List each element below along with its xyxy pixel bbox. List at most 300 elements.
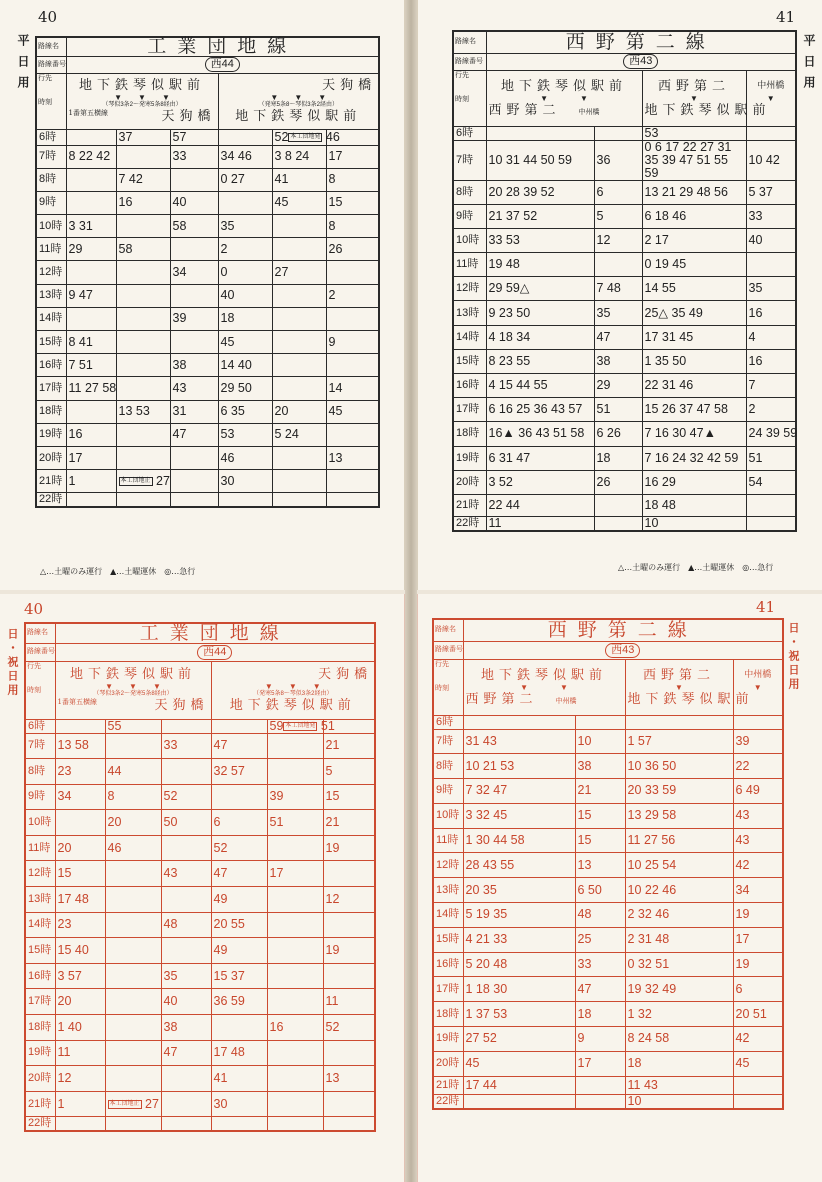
route-number-label: 路線番号 [25,643,55,661]
departure-cell [218,191,272,214]
departure-cell: 48 [161,912,211,938]
hour-cell: 22時 [433,1094,463,1109]
departure-cell: 17 44 [463,1076,575,1094]
table-row [36,470,379,493]
departure-cell [272,284,326,307]
departure-cell [746,516,796,531]
departure-cell: 29 50 [218,377,272,400]
departure-cell: 10 42 [746,140,796,180]
header-dir-1: 地下鉄琴似駅前 ▼ ▼ ▼ （琴似3条2～発寒5条8経由） 1番第五横線 天狗橋 [55,661,211,719]
table-row [433,754,783,779]
departure-cell [116,307,170,330]
departure-cell: 1 35 50 [642,349,746,373]
departure-cell [746,126,796,140]
book-gutter [405,0,417,1182]
hour-cell: 16時 [36,354,66,377]
departure-cell: 0 27 [218,168,272,191]
departure-cell: 23 [55,759,105,785]
departure-cell: 15 [575,803,625,828]
departure-cell: 25 [575,927,625,952]
departure-cell: 8 [326,168,379,191]
header-from-1: 地下鉄琴似駅前 ▼ ▼ 西野第二 中州橋 [463,659,625,715]
page-label: 平日用 [802,34,816,97]
special-note: 本工団地発 [285,722,316,729]
departure-cell [733,715,783,729]
departure-cell: 8 24 58 [625,1027,733,1052]
departure-cell [66,307,116,330]
departure-cell [116,145,170,168]
departure-cell [161,938,211,964]
special-note: 本工団地止 [120,477,151,484]
departure-cell: 43 [170,377,218,400]
departure-cell [170,284,218,307]
legend: △…土曜のみ運行 ▲…土曜運休 ◎…急行 [618,563,774,572]
departure-cell: 21 [323,733,375,759]
departure-cell: 18 48 [642,494,746,516]
route-code-badge: 西44 [197,645,232,660]
departure-cell: 33 [575,952,625,977]
hour-cell: 21時 [25,1091,55,1117]
table-row [25,938,375,964]
departure-cell: 2 31 48 [625,927,733,952]
header-from-3: 中州橋 ▼ [733,659,783,715]
special-note: 本工団地発 [290,133,321,140]
departure-cell: 3 52 [486,470,594,494]
departure-cell: 10 [625,1094,733,1109]
departure-cell: 51 [594,398,642,422]
departure-cell: 52 [161,784,211,810]
departure-cell: 35 [218,215,272,238]
page-label: 平日用 [16,34,30,97]
departure-cell: 5 [594,204,642,228]
departure-cell [218,129,272,145]
departure-cell: 18 [575,1002,625,1027]
departure-cell: 22 31 46 [642,374,746,398]
departure-cell: 1 [55,1091,105,1117]
departure-cell: 9 23 50 [486,301,594,325]
table-row [36,129,379,145]
page-number: 40 [24,600,44,618]
departure-cell [116,354,170,377]
departure-cell: 43 [733,828,783,853]
table-row [433,878,783,903]
departure-cell [272,331,326,354]
departure-cell: 45 [272,191,326,214]
table-row [453,204,796,228]
departure-cell [594,494,642,516]
departure-cell: 0 [218,261,272,284]
departure-cell: 49 [211,887,267,913]
departure-cell: 29 [594,374,642,398]
departure-cell: 10 25 54 [625,853,733,878]
time-label: 時刻 [27,686,41,694]
hour-cell: 18時 [36,400,66,423]
departure-cell [116,423,170,446]
hour-cell: 7時 [433,729,463,754]
route-number-label: 路線番号 [433,641,463,659]
header-dir-2: 天狗橋 ▼ ▼ ▼ （発寒5条8～琴似3条2経由） 地下鉄琴似駅前 [211,661,375,719]
departure-cell: 1 37 53 [463,1002,575,1027]
departure-cell: 6 31 47 [486,446,594,470]
departure-cell [116,284,170,307]
departure-cell [267,989,323,1015]
hour-cell: 22時 [453,516,486,531]
departure-cell: 54 [746,470,796,494]
departure-cell: 0 32 51 [625,952,733,977]
departure-cell: 31 43 [463,729,575,754]
departure-cell: 17 [326,145,379,168]
departure-cell: 9 [575,1027,625,1052]
table-row [453,446,796,470]
departure-cell [267,938,323,964]
timetable [432,618,784,1110]
departure-cell [594,516,642,531]
departure-cell: 7 42 [116,168,170,191]
departure-cell: 9 [326,331,379,354]
departure-cell: 0 6 17 22 27 31 35 39 47 51 55 59 [642,140,746,180]
departure-cell: 14 [326,377,379,400]
departure-cell: 1 18 30 [463,977,575,1002]
hour-cell: 11時 [433,828,463,853]
departure-cell: 57 [170,129,218,145]
departure-cell: 10 21 53 [463,754,575,779]
departure-cell [66,400,116,423]
route-number-label: 路線番号 [453,53,486,70]
departure-cell: 19 [733,952,783,977]
departure-cell: 15 [55,861,105,887]
table-row [25,912,375,938]
departure-cell [272,238,326,261]
departure-cell [105,963,161,989]
departure-cell [116,261,170,284]
departure-cell: 12 [323,887,375,913]
table-row [36,354,379,377]
departure-cell: 37 [116,129,170,145]
table-row [36,493,379,508]
departure-cell [267,963,323,989]
departure-cell: 10 [575,729,625,754]
route-name-label: 路線名 [433,619,463,641]
destination-label: 行先 [435,660,449,668]
departure-cell: 5 20 48 [463,952,575,977]
departure-cell: 40 [170,191,218,214]
hour-cell: 18時 [25,1015,55,1041]
table-row [433,803,783,828]
table-row [25,1066,375,1092]
departure-cell: 17 [733,927,783,952]
page-weekday-nishino [417,0,822,590]
departure-cell: 17 [66,446,116,469]
departure-cell [267,733,323,759]
hour-cell: 18時 [453,422,486,446]
departure-cell [594,253,642,277]
departure-cell [326,307,379,330]
departure-cell: 5 24 [272,423,326,446]
departure-cell [105,1117,161,1132]
table-row [25,887,375,913]
page-number: 40 [38,8,58,26]
hour-cell: 10時 [36,215,66,238]
departure-cell: 16▲ 36 43 51 58 [486,422,594,446]
departure-cell: 43 [733,803,783,828]
hour-cell: 7時 [453,140,486,180]
departure-cell: 0 19 45 [642,253,746,277]
hour-cell: 14時 [433,903,463,928]
departure-cell [575,1076,625,1094]
time-label: 時刻 [435,684,449,692]
departure-cell: 31 [170,400,218,423]
departure-cell: 45 [218,331,272,354]
departure-cell: 4 18 34 [486,325,594,349]
departure-cell [272,377,326,400]
table-row [36,400,379,423]
hour-cell: 10時 [25,810,55,836]
departure-cell: 10 36 50 [625,754,733,779]
departure-cell [323,912,375,938]
departure-cell: 11 27 56 [625,828,733,853]
hour-cell: 21時 [433,1076,463,1094]
hour-cell: 16時 [433,952,463,977]
departure-cell [105,1040,161,1066]
hour-cell: 16時 [25,963,55,989]
table-row [36,446,379,469]
destination-label: 行先 [38,74,52,82]
departure-cell [170,470,218,493]
departure-cell: 39 [733,729,783,754]
departure-cell [594,126,642,140]
departure-cell: 7 32 47 [463,779,575,804]
hour-cell: 13時 [433,878,463,903]
departure-cell [66,129,116,145]
departure-cell [211,1117,267,1132]
departure-cell [218,493,272,508]
departure-cell: 42 [733,853,783,878]
table-row [453,126,796,140]
departure-cell [733,1076,783,1094]
departure-cell: 20 55 [211,912,267,938]
departure-cell [66,261,116,284]
departure-cell [326,470,379,493]
departure-cell [66,168,116,191]
departure-cell: 16 [116,191,170,214]
departure-cell [55,1117,105,1132]
departure-cell: 42 [733,1027,783,1052]
departure-cell: 6 49 [733,779,783,804]
time-label: 時刻 [38,98,52,106]
departure-cell [170,331,218,354]
departure-cell: 47 [211,861,267,887]
time-label: 時刻 [455,95,469,103]
departure-cell: 13 [326,446,379,469]
hour-cell: 8時 [433,754,463,779]
departure-cell: 6 16 25 36 43 57 [486,398,594,422]
hour-cell: 9時 [36,191,66,214]
departure-cell [486,126,594,140]
table-row [453,422,796,446]
departure-cell [323,861,375,887]
departure-cell: 3 57 [55,963,105,989]
departure-cell: 20 35 [463,878,575,903]
departure-cell [211,1015,267,1041]
departure-cell: 34 [170,261,218,284]
header-from-2: 西野第二 ▼ 地下鉄琴似駅前 [642,70,746,126]
route-code-badge: 西43 [605,643,640,658]
departure-cell: 14 55 [642,277,746,301]
departure-cell: 7 [746,374,796,398]
table-row [36,238,379,261]
route-number-label: 路線番号 [36,56,66,73]
departure-cell: 52 [323,1015,375,1041]
departure-cell: 46 [218,446,272,469]
departure-cell: 20 28 39 52 [486,180,594,204]
departure-cell: 6 [733,977,783,1002]
table-row [36,307,379,330]
special-note: 本工団地止 [109,1100,140,1107]
table-row [433,1051,783,1076]
departure-cell: 2 [326,284,379,307]
departure-cell: 11 27 58 [66,377,116,400]
departure-cell [733,1094,783,1109]
page-label: 日・祝日用 [6,628,19,698]
departure-cell: 53 [218,423,272,446]
hour-cell: 13時 [453,301,486,325]
departure-cell: 5 [323,759,375,785]
hour-cell: 17時 [36,377,66,400]
departure-cell: 15 40 [55,938,105,964]
hour-cell: 9時 [453,204,486,228]
departure-cell: 47 [170,423,218,446]
departure-cell: 47 [594,325,642,349]
line-title: 西野第二線 [486,31,796,53]
departure-cell [272,307,326,330]
table-row [25,963,375,989]
departure-cell: 35 [161,963,211,989]
departure-cell: 8 22 42 [66,145,116,168]
departure-cell: 6 50 [575,878,625,903]
departure-cell: 9 47 [66,284,116,307]
departure-cell: 12 [55,1066,105,1092]
table-row [453,516,796,531]
departure-cell: 23 [55,912,105,938]
departure-cell [267,1091,323,1117]
hour-cell: 6時 [453,126,486,140]
table-row [36,215,379,238]
departure-cell: 15 26 37 47 58 [642,398,746,422]
departure-cell: 39 [267,784,323,810]
departure-cell [161,1091,211,1117]
departure-cell: 17 48 [211,1040,267,1066]
hour-cell: 20時 [433,1051,463,1076]
departure-cell [267,759,323,785]
departure-cell: 16 29 [642,470,746,494]
departure-cell: 18 [625,1051,733,1076]
departure-cell: 33 53 [486,228,594,252]
departure-cell: 16 [267,1015,323,1041]
departure-cell: 34 [733,878,783,903]
hour-cell: 19時 [433,1027,463,1052]
departure-cell: 15 37 [211,963,267,989]
departure-cell [323,1117,375,1132]
departure-cell: 24 39 59 [746,422,796,446]
hour-cell: 21時 [453,494,486,516]
departure-cell: 15 [326,191,379,214]
departure-cell [326,423,379,446]
departure-cell [746,253,796,277]
route-name-label: 路線名 [25,623,55,643]
departure-cell [66,493,116,508]
departure-cell [575,1094,625,1109]
departure-cell: 20 51 [733,1002,783,1027]
departure-cell [116,331,170,354]
departure-cell [161,887,211,913]
departure-cell: 18 [594,446,642,470]
timetable [24,622,376,1132]
departure-cell: 16 [66,423,116,446]
hour-cell: 8時 [453,180,486,204]
table-row [36,331,379,354]
departure-cell [105,989,161,1015]
table-row [433,903,783,928]
hour-cell: 9時 [433,779,463,804]
table-row [433,1002,783,1027]
departure-cell: 1 40 [55,1015,105,1041]
departure-cell: 4 21 33 [463,927,575,952]
table-row [453,494,796,516]
hour-cell: 10時 [433,803,463,828]
departure-cell [170,446,218,469]
departure-cell [326,261,379,284]
departure-cell: 10 [642,516,746,531]
departure-cell [272,215,326,238]
table-row [453,470,796,494]
departure-cell: 51 [746,446,796,470]
departure-cell [211,719,267,733]
hour-cell: 18時 [433,1002,463,1027]
departure-cell: 5 37 [746,180,796,204]
departure-cell [323,1091,375,1117]
hour-cell: 21時 [36,470,66,493]
departure-cell [272,446,326,469]
table-row [25,719,375,733]
page-number: 41 [756,598,776,616]
departure-cell [105,733,161,759]
departure-cell: 1 [66,470,116,493]
departure-cell: 5 19 35 [463,903,575,928]
departure-cell [323,963,375,989]
departure-cell [170,168,218,191]
departure-cell [463,715,575,729]
table-row [453,140,796,180]
departure-cell [55,810,105,836]
departure-cell: 1 57 [625,729,733,754]
departure-cell [575,715,625,729]
table-row [433,1027,783,1052]
departure-cell [267,1040,323,1066]
destination-label: 行先 [455,71,469,79]
hour-cell: 6時 [25,719,55,733]
table-row [25,1015,375,1041]
departure-cell: 13 21 29 48 56 [642,180,746,204]
hour-cell: 6時 [36,129,66,145]
table-row [25,759,375,785]
departure-cell: 32 57 [211,759,267,785]
hour-cell: 13時 [25,887,55,913]
departure-cell: 15 [323,784,375,810]
table-row [36,261,379,284]
departure-cell: 47 [211,733,267,759]
hour-cell: 20時 [25,1066,55,1092]
departure-cell: 45 [326,400,379,423]
